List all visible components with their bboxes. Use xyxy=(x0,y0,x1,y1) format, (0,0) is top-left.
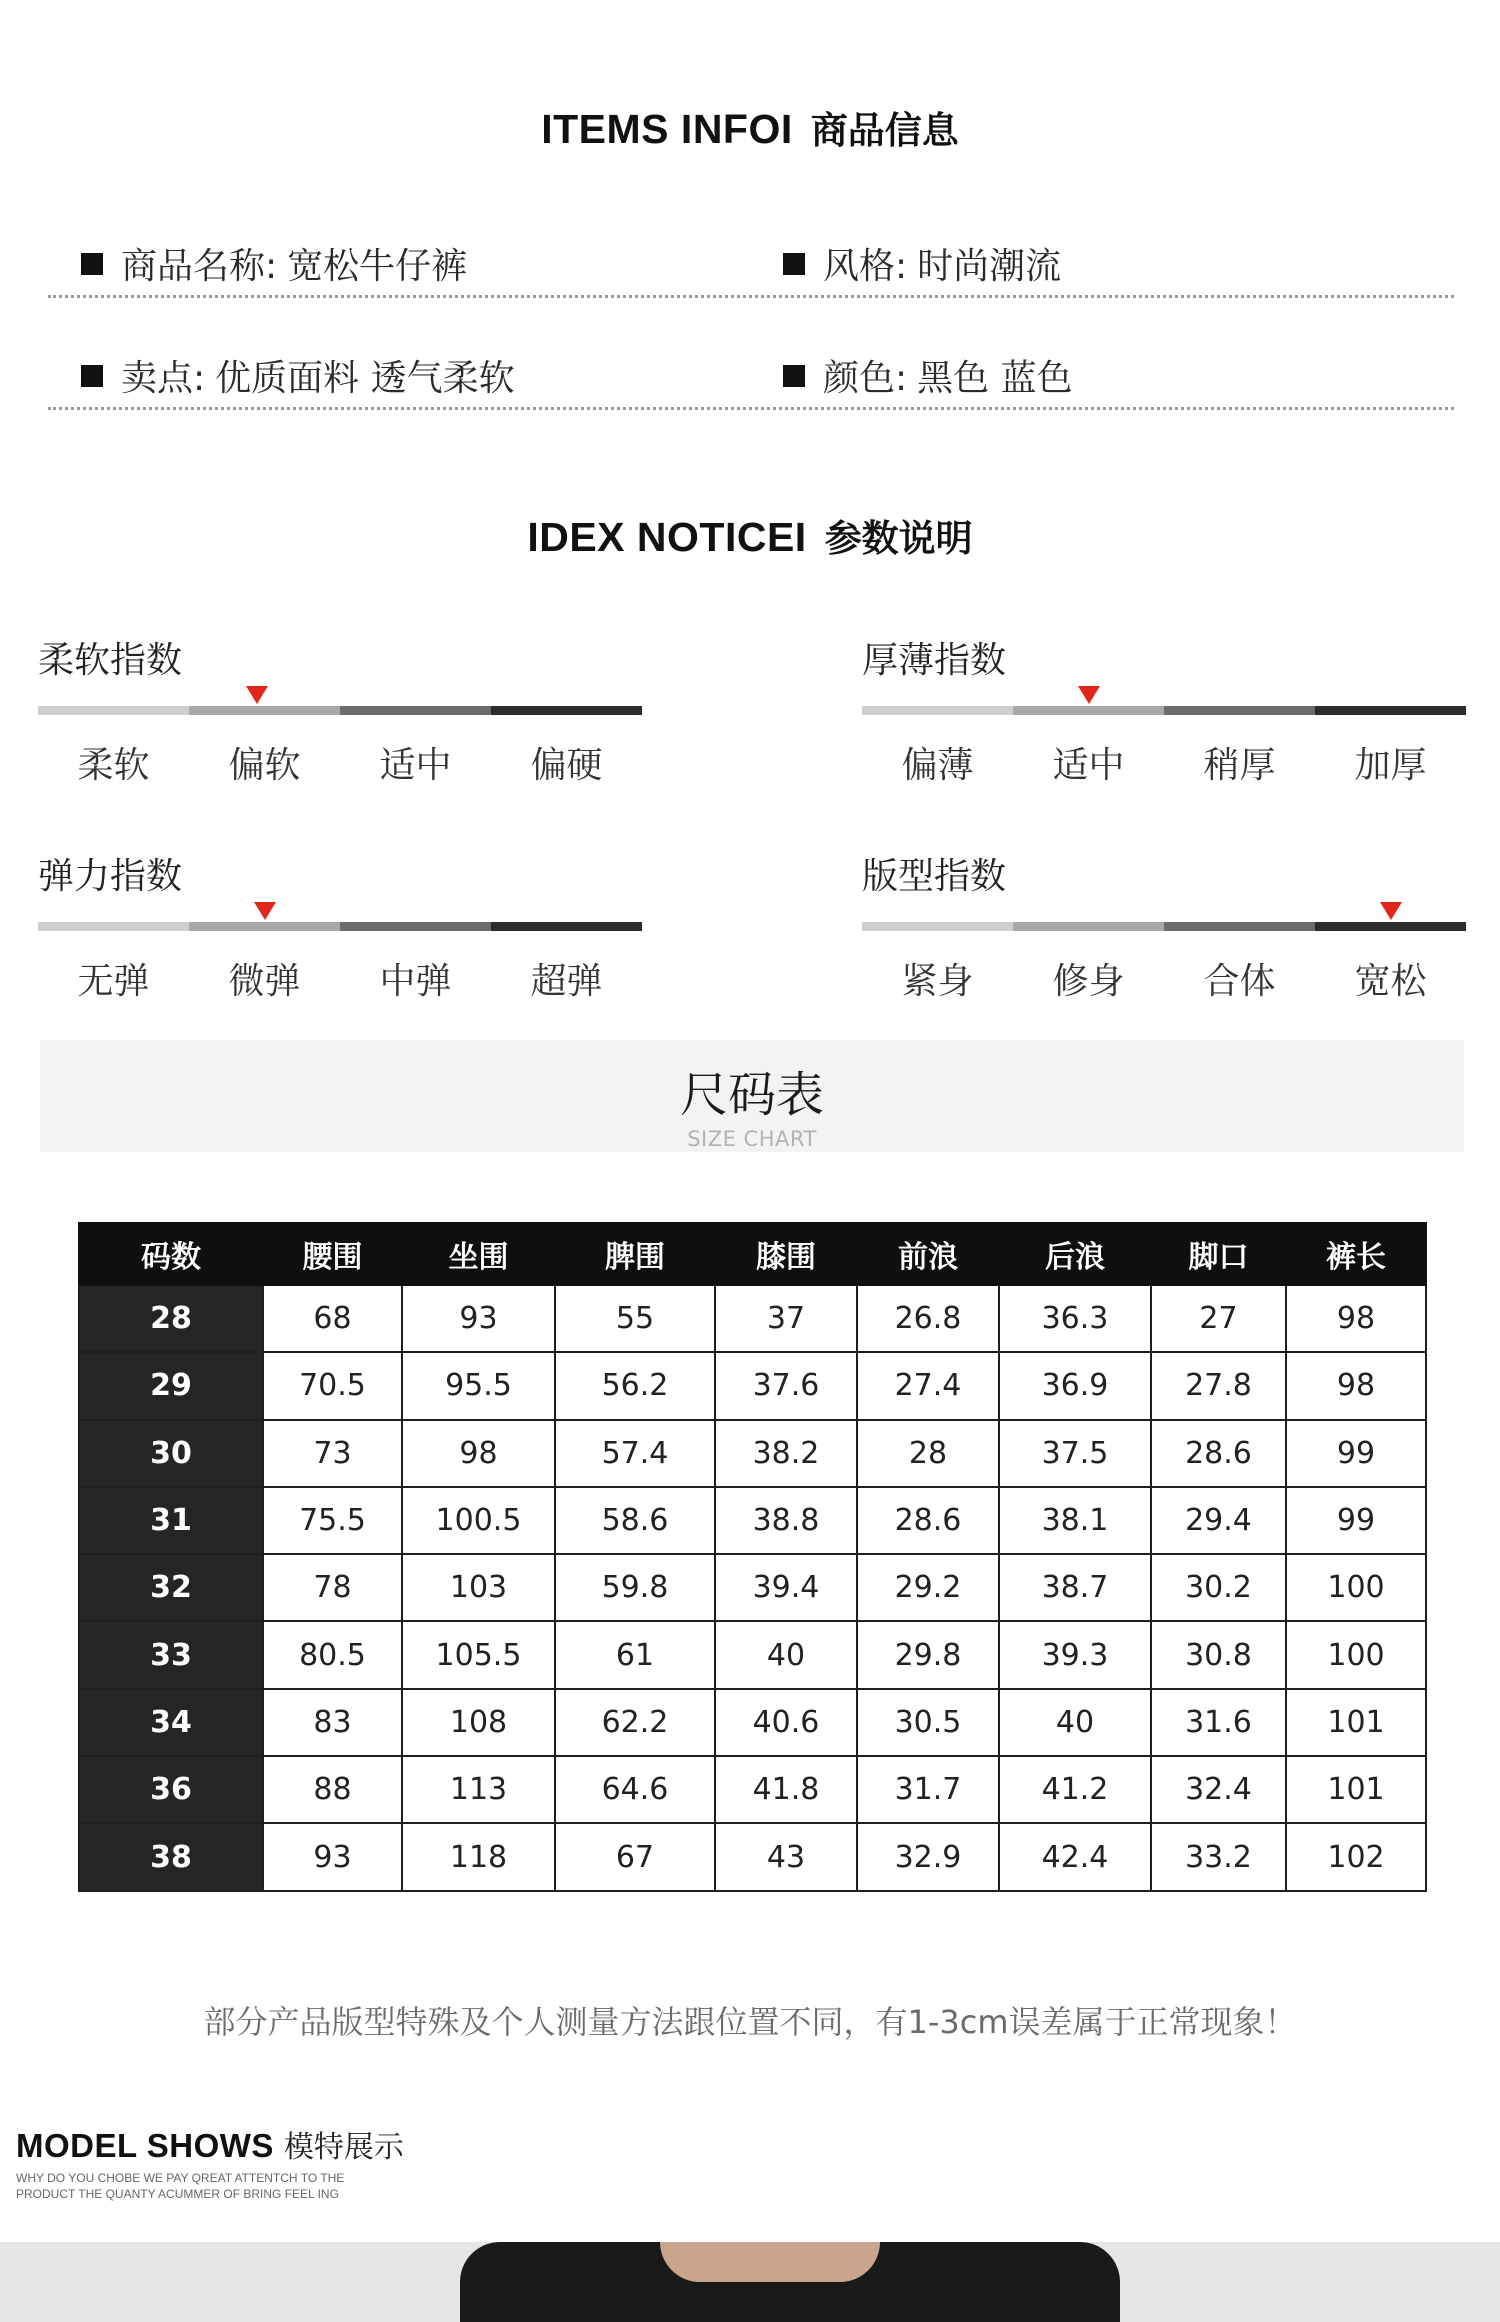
table-cell: 38.1 xyxy=(999,1487,1151,1554)
table-row xyxy=(79,1285,1426,1352)
table-cell: 28.6 xyxy=(1151,1420,1286,1487)
table-cell: 56.2 xyxy=(555,1352,715,1419)
table-header-cell: 膝围 xyxy=(715,1223,857,1285)
index-labels xyxy=(862,737,1466,788)
table-cell: 83 xyxy=(263,1689,402,1756)
table-cell: 37 xyxy=(715,1285,857,1352)
table-cell: 38.7 xyxy=(999,1554,1151,1621)
info-key: 卖点: xyxy=(121,358,206,399)
index-scale-bar xyxy=(862,706,1466,715)
table-cell: 38.8 xyxy=(715,1487,857,1554)
index-scale-bar xyxy=(38,922,642,931)
table-row xyxy=(79,1554,1426,1621)
index-marker-icon xyxy=(1078,686,1100,704)
table-cell: 67 xyxy=(555,1823,715,1890)
size-table xyxy=(78,1222,1427,1892)
size-label-cell: 28 xyxy=(79,1285,263,1352)
model-photo xyxy=(0,2242,1500,2322)
table-header-cell: 腰围 xyxy=(263,1223,402,1285)
table-cell: 113 xyxy=(402,1756,555,1823)
table-header-cell: 后浪 xyxy=(999,1223,1151,1285)
index-label: 合体 xyxy=(1203,961,1276,1002)
index-labels xyxy=(38,953,642,1004)
index-title: 柔软指数 xyxy=(38,640,183,681)
info-key: 颜色: xyxy=(823,358,908,399)
table-cell: 93 xyxy=(263,1823,402,1890)
bullet-square-icon xyxy=(81,365,103,387)
table-cell: 30.5 xyxy=(857,1689,999,1756)
table-cell: 37.6 xyxy=(715,1352,857,1419)
table-cell: 105.5 xyxy=(402,1621,555,1688)
table-header-cell: 脾围 xyxy=(555,1223,715,1285)
index-label: 中弹 xyxy=(379,961,452,1002)
index-label: 无弹 xyxy=(77,961,150,1002)
table-cell: 32.9 xyxy=(857,1823,999,1890)
model-photo-neck xyxy=(660,2242,880,2282)
info-item-style xyxy=(783,238,1061,289)
index-label: 稍厚 xyxy=(1203,745,1276,786)
table-row xyxy=(79,1756,1426,1823)
table-cell: 93 xyxy=(402,1285,555,1352)
table-cell: 29.2 xyxy=(857,1554,999,1621)
size-chart-subtitle: SIZE CHART xyxy=(687,1127,817,1151)
size-label-cell: 31 xyxy=(79,1487,263,1554)
table-cell: 100 xyxy=(1286,1621,1426,1688)
index-label: 适中 xyxy=(379,745,452,786)
info-value: 优质面料 透气柔软 xyxy=(215,358,515,399)
table-header-cell: 裤长 xyxy=(1286,1223,1426,1285)
index-label: 偏薄 xyxy=(901,745,974,786)
table-cell: 73 xyxy=(263,1420,402,1487)
index-label: 偏硬 xyxy=(530,745,603,786)
table-cell: 40 xyxy=(999,1689,1151,1756)
table-cell: 98 xyxy=(1286,1285,1426,1352)
table-cell: 70.5 xyxy=(263,1352,402,1419)
table-cell: 37.5 xyxy=(999,1420,1151,1487)
info-value: 宽松牛仔裤 xyxy=(287,246,468,287)
model-shows-header xyxy=(16,2122,404,2202)
elasticity-index xyxy=(38,848,642,1048)
bullet-square-icon xyxy=(81,253,103,275)
table-row xyxy=(79,1352,1426,1419)
index-label: 微弹 xyxy=(228,961,301,1002)
table-cell: 28 xyxy=(857,1420,999,1487)
table-cell: 36.9 xyxy=(999,1352,1151,1419)
index-notice-title xyxy=(0,508,1500,562)
size-label-cell: 30 xyxy=(79,1420,263,1487)
table-cell: 55 xyxy=(555,1285,715,1352)
index-title: 版型指数 xyxy=(862,856,1007,897)
table-cell: 101 xyxy=(1286,1756,1426,1823)
table-header-cell: 坐围 xyxy=(402,1223,555,1285)
table-cell: 88 xyxy=(263,1756,402,1823)
table-row xyxy=(79,1420,1426,1487)
size-note: 部分产品版型特殊及个人测量方法跟位置不同，有1-3cm误差属于正常现象！ xyxy=(203,2003,1297,2041)
model-shows-title-en: MODEL SHOWS xyxy=(16,2127,274,2164)
size-chart-title: 尺码表 xyxy=(679,1067,824,1123)
info-row xyxy=(48,298,1454,410)
table-cell: 102 xyxy=(1286,1823,1426,1890)
table-cell: 28.6 xyxy=(857,1487,999,1554)
table-cell: 31.6 xyxy=(1151,1689,1286,1756)
index-label: 偏软 xyxy=(228,745,301,786)
table-cell: 68 xyxy=(263,1285,402,1352)
index-label: 紧身 xyxy=(901,961,974,1002)
table-cell: 36.3 xyxy=(999,1285,1151,1352)
table-cell: 32.4 xyxy=(1151,1756,1286,1823)
model-shows-subtitle: WHY DO YOU CHOBE WE PAY QREAT ATTENTCH TO THE PRODUCT THE QUANTY ACUMMER OF BRING FEEL ING xyxy=(16,2171,345,2201)
table-row xyxy=(79,1621,1426,1688)
table-row xyxy=(79,1689,1426,1756)
table-cell: 29.4 xyxy=(1151,1487,1286,1554)
index-scale-bar xyxy=(862,922,1466,931)
size-label-cell: 38 xyxy=(79,1823,263,1890)
items-info-title xyxy=(0,100,1500,154)
info-item-selling-point xyxy=(81,350,515,401)
index-notice-title-en: IDEX NOTICEI xyxy=(527,514,807,560)
index-label: 修身 xyxy=(1052,961,1125,1002)
table-cell: 98 xyxy=(402,1420,555,1487)
table-header-cell: 前浪 xyxy=(857,1223,999,1285)
table-cell: 27 xyxy=(1151,1285,1286,1352)
size-label-cell: 34 xyxy=(79,1689,263,1756)
index-label: 适中 xyxy=(1052,745,1125,786)
table-cell: 29.8 xyxy=(857,1621,999,1688)
table-cell: 78 xyxy=(263,1554,402,1621)
table-cell: 33.2 xyxy=(1151,1823,1286,1890)
info-row xyxy=(48,186,1454,298)
info-key: 商品名称: xyxy=(121,246,278,287)
index-label: 宽松 xyxy=(1354,961,1427,1002)
table-cell: 30.2 xyxy=(1151,1554,1286,1621)
table-cell: 57.4 xyxy=(555,1420,715,1487)
table-cell: 59.8 xyxy=(555,1554,715,1621)
index-labels xyxy=(38,737,642,788)
table-cell: 38.2 xyxy=(715,1420,857,1487)
index-scale-bar xyxy=(38,706,642,715)
table-cell: 27.4 xyxy=(857,1352,999,1419)
thickness-index xyxy=(862,632,1466,832)
table-cell: 58.6 xyxy=(555,1487,715,1554)
table-row xyxy=(79,1823,1426,1890)
table-cell: 100.5 xyxy=(402,1487,555,1554)
size-chart-banner xyxy=(40,1040,1464,1152)
table-cell: 80.5 xyxy=(263,1621,402,1688)
table-cell: 100 xyxy=(1286,1554,1426,1621)
table-cell: 61 xyxy=(555,1621,715,1688)
bullet-square-icon xyxy=(783,253,805,275)
size-label-cell: 32 xyxy=(79,1554,263,1621)
table-cell: 101 xyxy=(1286,1689,1426,1756)
size-label-cell: 33 xyxy=(79,1621,263,1688)
index-marker-icon xyxy=(1380,902,1402,920)
table-header-cell: 脚口 xyxy=(1151,1223,1286,1285)
index-notice-title-zh: 参数说明 xyxy=(824,517,973,560)
table-cell: 98 xyxy=(1286,1352,1426,1419)
softness-index xyxy=(38,632,642,832)
items-info-title-en: ITEMS INFOI xyxy=(541,106,793,152)
table-cell: 118 xyxy=(402,1823,555,1890)
table-cell: 40.6 xyxy=(715,1689,857,1756)
table-cell: 75.5 xyxy=(263,1487,402,1554)
fit-index xyxy=(862,848,1466,1048)
table-cell: 41.8 xyxy=(715,1756,857,1823)
table-cell: 62.2 xyxy=(555,1689,715,1756)
table-cell: 99 xyxy=(1286,1487,1426,1554)
table-cell: 99 xyxy=(1286,1420,1426,1487)
table-cell: 27.8 xyxy=(1151,1352,1286,1419)
items-info-title-zh: 商品信息 xyxy=(810,109,959,152)
index-label: 柔软 xyxy=(77,745,150,786)
table-cell: 95.5 xyxy=(402,1352,555,1419)
index-label: 加厚 xyxy=(1354,745,1427,786)
table-cell: 31.7 xyxy=(857,1756,999,1823)
size-label-cell: 29 xyxy=(79,1352,263,1419)
table-row xyxy=(79,1487,1426,1554)
table-cell: 41.2 xyxy=(999,1756,1151,1823)
size-label-cell: 36 xyxy=(79,1756,263,1823)
table-cell: 26.8 xyxy=(857,1285,999,1352)
table-cell: 40 xyxy=(715,1621,857,1688)
bullet-square-icon xyxy=(783,365,805,387)
index-labels xyxy=(862,953,1466,1004)
table-cell: 30.8 xyxy=(1151,1621,1286,1688)
index-marker-icon xyxy=(246,686,268,704)
table-cell: 39.4 xyxy=(715,1554,857,1621)
table-header-cell: 码数 xyxy=(79,1223,263,1285)
table-cell: 39.3 xyxy=(999,1621,1151,1688)
info-item-name xyxy=(81,238,467,289)
index-title: 厚薄指数 xyxy=(862,640,1007,681)
index-marker-icon xyxy=(254,902,276,920)
index-title: 弹力指数 xyxy=(38,856,183,897)
info-value: 黑色 蓝色 xyxy=(917,358,1073,399)
info-item-color xyxy=(783,350,1073,401)
table-header-row xyxy=(79,1223,1426,1285)
model-shows-title-zh: 模特展示 xyxy=(283,2130,404,2165)
table-cell: 64.6 xyxy=(555,1756,715,1823)
table-cell: 43 xyxy=(715,1823,857,1890)
table-cell: 108 xyxy=(402,1689,555,1756)
info-value: 时尚潮流 xyxy=(917,246,1062,287)
info-key: 风格: xyxy=(823,246,908,287)
table-cell: 103 xyxy=(402,1554,555,1621)
table-cell: 42.4 xyxy=(999,1823,1151,1890)
index-label: 超弹 xyxy=(530,961,603,1002)
